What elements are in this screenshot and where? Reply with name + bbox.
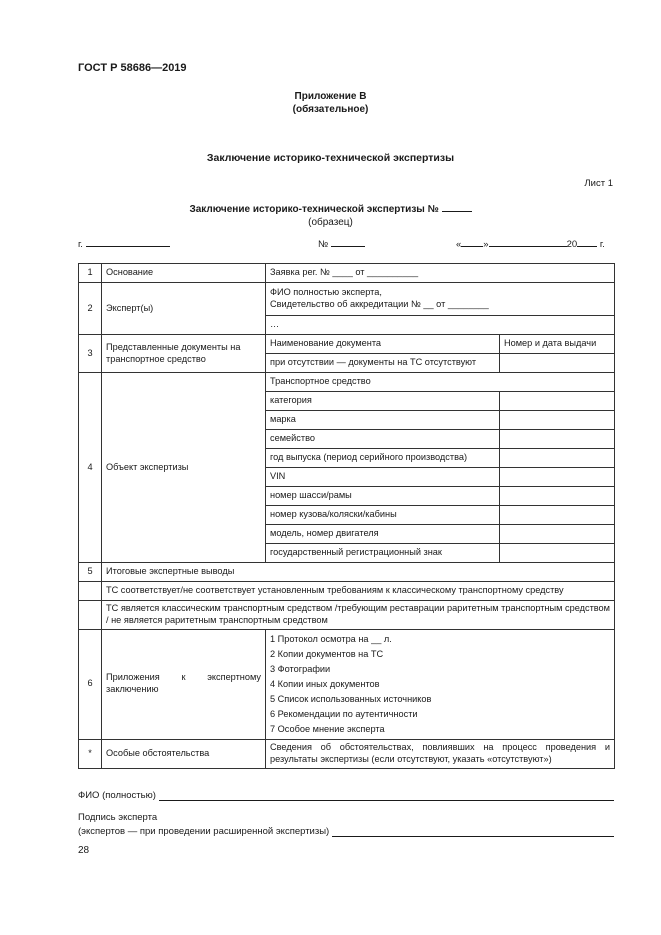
list-item: 6 Рекомендации по аутентичности — [270, 708, 418, 719]
row-label: Эксперт(ы) — [102, 283, 266, 335]
vehicle-field-label: номер шасси/рамы — [266, 487, 500, 506]
row-label: Представленные документы на транспортное средство — [102, 335, 266, 373]
basis-value[interactable]: Заявка рег. № ____ от __________ — [266, 264, 615, 283]
vehicle-field-label: семейство — [266, 430, 500, 449]
vehicle-field-label: год выпуска (период серийного производства) — [266, 449, 500, 468]
conclusion-title: Заключение историко-технической экспертизы № — [189, 204, 439, 215]
list-item: 7 Особое мнение эксперта — [270, 723, 385, 734]
date-open-quote: « — [456, 239, 462, 250]
blank-number-cell — [79, 601, 102, 630]
city-line — [78, 237, 170, 251]
conclusion-number-field[interactable] — [442, 202, 472, 212]
table-row — [79, 373, 615, 392]
expert-more[interactable]: … — [266, 316, 615, 335]
table-row — [79, 563, 615, 582]
list-item: 1 Протокол осмотра на __ л. — [270, 633, 392, 644]
expert-name-line: ФИО полностью эксперта, — [270, 287, 382, 298]
date-year-prefix: 20 — [566, 239, 578, 250]
vehicle-field-label: категория — [266, 392, 500, 411]
vehicle-field-label: номер кузова/коляски/кабины — [266, 506, 500, 525]
city-field[interactable] — [86, 237, 170, 247]
date-month-field[interactable] — [489, 237, 567, 247]
date-close-quote: » — [483, 239, 489, 250]
table-row — [79, 739, 615, 768]
table-row — [79, 582, 615, 601]
table-row — [79, 335, 615, 354]
appendix-heading — [0, 91, 661, 116]
number-label: № — [318, 239, 329, 250]
row-number: 2 — [79, 283, 102, 335]
table-row — [79, 264, 615, 283]
vehicle-header: Транспортное средство — [266, 373, 615, 392]
row-label: Особые обстоятельства — [102, 739, 266, 768]
conclusion-compliance[interactable]: ТС соответствует/не соответствует установленным требованиям к классическому транспортному средству — [102, 582, 615, 601]
conclusion-classification[interactable]: ТС является классическим транспортным средством /требующим реставрации раритетным транспортным средством / не является раритетным транспортным средством — [102, 601, 615, 630]
row-number: 1 — [79, 264, 102, 283]
appendix-title: Приложение В — [294, 91, 367, 102]
fio-label: ФИО (полностью) — [78, 790, 156, 801]
column-header-issue-date: Номер и дата выдачи — [500, 335, 615, 354]
row-label: Основание — [102, 264, 266, 283]
number-line — [318, 237, 365, 251]
row-label: Объект экспертизы — [102, 373, 266, 563]
number-field[interactable] — [331, 237, 365, 247]
vehicle-field-value[interactable] — [500, 449, 615, 468]
vehicle-field-value[interactable] — [500, 430, 615, 449]
page-number: 28 — [78, 845, 90, 856]
vehicle-field-label: государственный регистрационный знак — [266, 544, 500, 563]
table-row — [79, 601, 615, 630]
vehicle-field-value[interactable] — [500, 525, 615, 544]
appendix-status: (обязательное) — [292, 103, 369, 115]
standard-header: ГОСТ Р 58686—2019 — [78, 62, 187, 74]
row-label: Приложения к экспертному заключению — [102, 629, 266, 739]
signature-label: Подпись эксперта — [78, 812, 158, 823]
row-number: 6 — [79, 629, 102, 739]
list-item: 2 Копии документов на ТС — [270, 648, 384, 659]
document-date-cell[interactable] — [500, 354, 615, 373]
date-year-suffix: г. — [599, 239, 605, 250]
vehicle-field-value[interactable] — [500, 392, 615, 411]
list-item: 4 Копии иных документов — [270, 678, 380, 689]
vehicle-field-value[interactable] — [500, 506, 615, 525]
vehicle-field-value[interactable] — [500, 544, 615, 563]
vehicle-field-label: модель, номер двигателя — [266, 525, 500, 544]
row-number: 4 — [79, 373, 102, 563]
date-line — [456, 237, 605, 251]
vehicle-field-label: VIN — [266, 468, 500, 487]
documents-absent-note[interactable]: при отсутствии — документы на ТС отсутствуют — [266, 354, 500, 373]
vehicle-field-label: марка — [266, 411, 500, 430]
blank-number-cell — [79, 582, 102, 601]
vehicle-field-value[interactable] — [500, 487, 615, 506]
row-number: 5 — [79, 563, 102, 582]
fio-line — [78, 790, 614, 802]
date-day-field[interactable] — [461, 237, 483, 247]
document-title: Заключение историко-технической экспертизы — [206, 152, 455, 164]
expertise-form-table — [78, 263, 615, 769]
conclusion-heading — [0, 202, 661, 229]
date-year-field[interactable] — [577, 237, 597, 247]
table-row — [79, 629, 615, 739]
row-label: Итоговые экспертные выводы — [102, 563, 615, 582]
attachments-list[interactable] — [266, 629, 615, 739]
expert-details[interactable] — [266, 283, 615, 316]
vehicle-field-value[interactable] — [500, 411, 615, 430]
column-header-document-name: Наименование документа — [266, 335, 500, 354]
signature-note: (экспертов — при проведении расширенной экспертизы) — [78, 826, 330, 837]
expert-certificate-line: Свидетельство об аккредитации № __ от ________ — [270, 299, 489, 309]
row-number: * — [79, 739, 102, 768]
list-item: 5 Список использованных источников — [270, 693, 432, 704]
signature-line — [78, 826, 614, 838]
list-item: 3 Фотографии — [270, 663, 331, 674]
table-row — [79, 283, 615, 316]
vehicle-field-value[interactable] — [500, 468, 615, 487]
signature-field[interactable] — [332, 826, 614, 837]
conclusion-sample: (образец) — [308, 217, 353, 228]
special-circumstances-value[interactable]: Сведения об обстоятельствах, повлиявших на процесс проведения и результаты экспертизы (если отсутствуют, указать «отсутствуют») — [266, 739, 615, 768]
sheet-number: Лист 1 — [584, 178, 613, 189]
fio-field[interactable] — [159, 790, 614, 801]
city-label: г. — [78, 239, 83, 250]
row-number: 3 — [79, 335, 102, 373]
